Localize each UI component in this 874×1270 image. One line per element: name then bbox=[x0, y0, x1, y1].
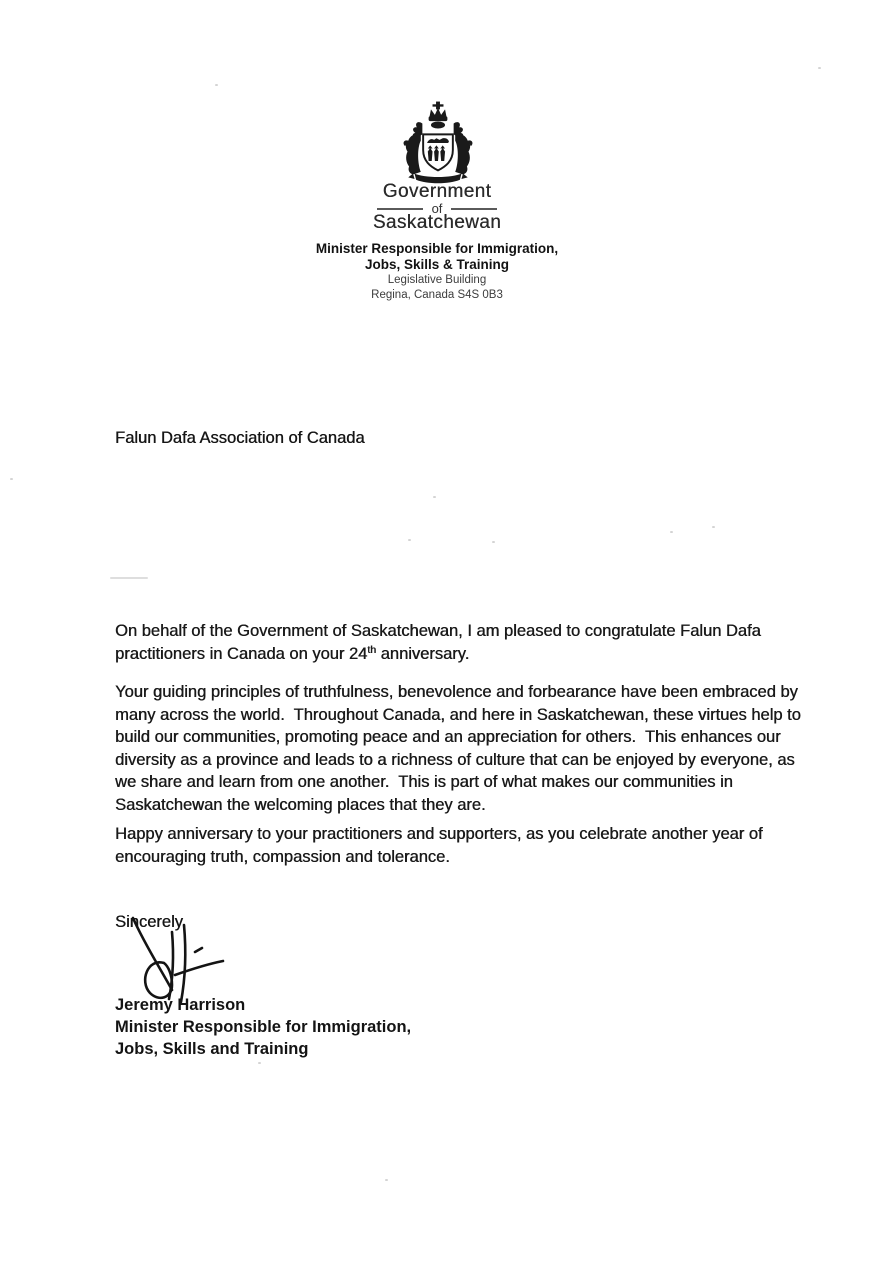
divider-line-left bbox=[377, 208, 423, 210]
paragraph-2-line-5: we share and learn from one another. This is part of what makes our communities in bbox=[115, 773, 733, 791]
scan-speck bbox=[10, 478, 13, 480]
paragraph-2-line-4: diversity as a province and leads to a richness of culture that can be enjoyed by everyone, as bbox=[115, 750, 795, 769]
paragraph-2-line-1: Your guiding principles of truthfulness, benevolence and forbearance have been embraced by bbox=[115, 683, 798, 701]
scan-speck bbox=[258, 1062, 261, 1064]
paragraph-1 bbox=[115, 620, 761, 665]
divider-line-right bbox=[451, 208, 497, 210]
paragraph-1-line-2 bbox=[115, 643, 761, 666]
scan-speck bbox=[818, 67, 821, 69]
signer-title-line2: Jobs, Skills and Training bbox=[115, 1040, 309, 1058]
letterhead-minister-title-line2: Jobs, Skills & Training bbox=[364, 257, 510, 272]
ordinal-superscript: th bbox=[367, 643, 377, 656]
paragraph-2-line-6: Saskatchewan the welcoming places that they are. bbox=[115, 795, 486, 814]
valediction: Sincerely, bbox=[115, 913, 187, 931]
scan-speck bbox=[492, 541, 495, 543]
paragraph-1-line-2-pre: practitioners in Canada on your 24 bbox=[115, 644, 368, 663]
scan-speck bbox=[433, 496, 436, 498]
wordmark-of: of bbox=[431, 201, 443, 216]
handwritten-signature-icon bbox=[112, 903, 247, 1005]
letterhead-address-city: Regina, Canada S4S 0B3 bbox=[371, 289, 503, 301]
scan-speck bbox=[408, 539, 411, 541]
signer-title-line1: Minister Responsible for Immigration, bbox=[115, 1018, 412, 1036]
wordmark-saskatchewan: Saskatchewan bbox=[372, 212, 502, 233]
scan-smudge bbox=[110, 577, 148, 579]
paragraph-2 bbox=[115, 681, 801, 816]
letterhead-address-building: Legislative Building bbox=[387, 274, 487, 286]
paragraph-2-line-2: many across the world. Throughout Canada, and here in Saskatchewan, these virtues help to bbox=[115, 705, 801, 724]
paragraph-3 bbox=[115, 823, 763, 868]
letterhead-minister-title-line1: Minister Responsible for Immigration, bbox=[315, 241, 559, 256]
paragraph-3-line-1: Happy anniversary to your practitioners and supporters, as you celebrate another year of bbox=[115, 825, 763, 843]
wordmark-government: Government bbox=[382, 181, 492, 202]
paragraph-3-line-2: encouraging truth, compassion and tolerance. bbox=[115, 847, 450, 866]
scan-speck bbox=[670, 531, 673, 533]
scan-speck bbox=[385, 1179, 388, 1181]
recipient-line: Falun Dafa Association of Canada bbox=[115, 429, 365, 447]
paragraph-1-line-1: On behalf of the Government of Saskatchewan, I am pleased to congratulate Falun Dafa bbox=[115, 622, 761, 640]
signer-name: Jeremy Harrison bbox=[115, 996, 246, 1014]
saskatchewan-coat-of-arms-icon bbox=[398, 100, 478, 186]
paragraph-1-line-2-post: anniversary. bbox=[376, 644, 470, 663]
paragraph-2-line-3: build our communities, promoting peace and an appreciation for others. This enhances our bbox=[115, 728, 781, 746]
scan-speck bbox=[712, 526, 715, 528]
scan-speck bbox=[215, 84, 218, 86]
